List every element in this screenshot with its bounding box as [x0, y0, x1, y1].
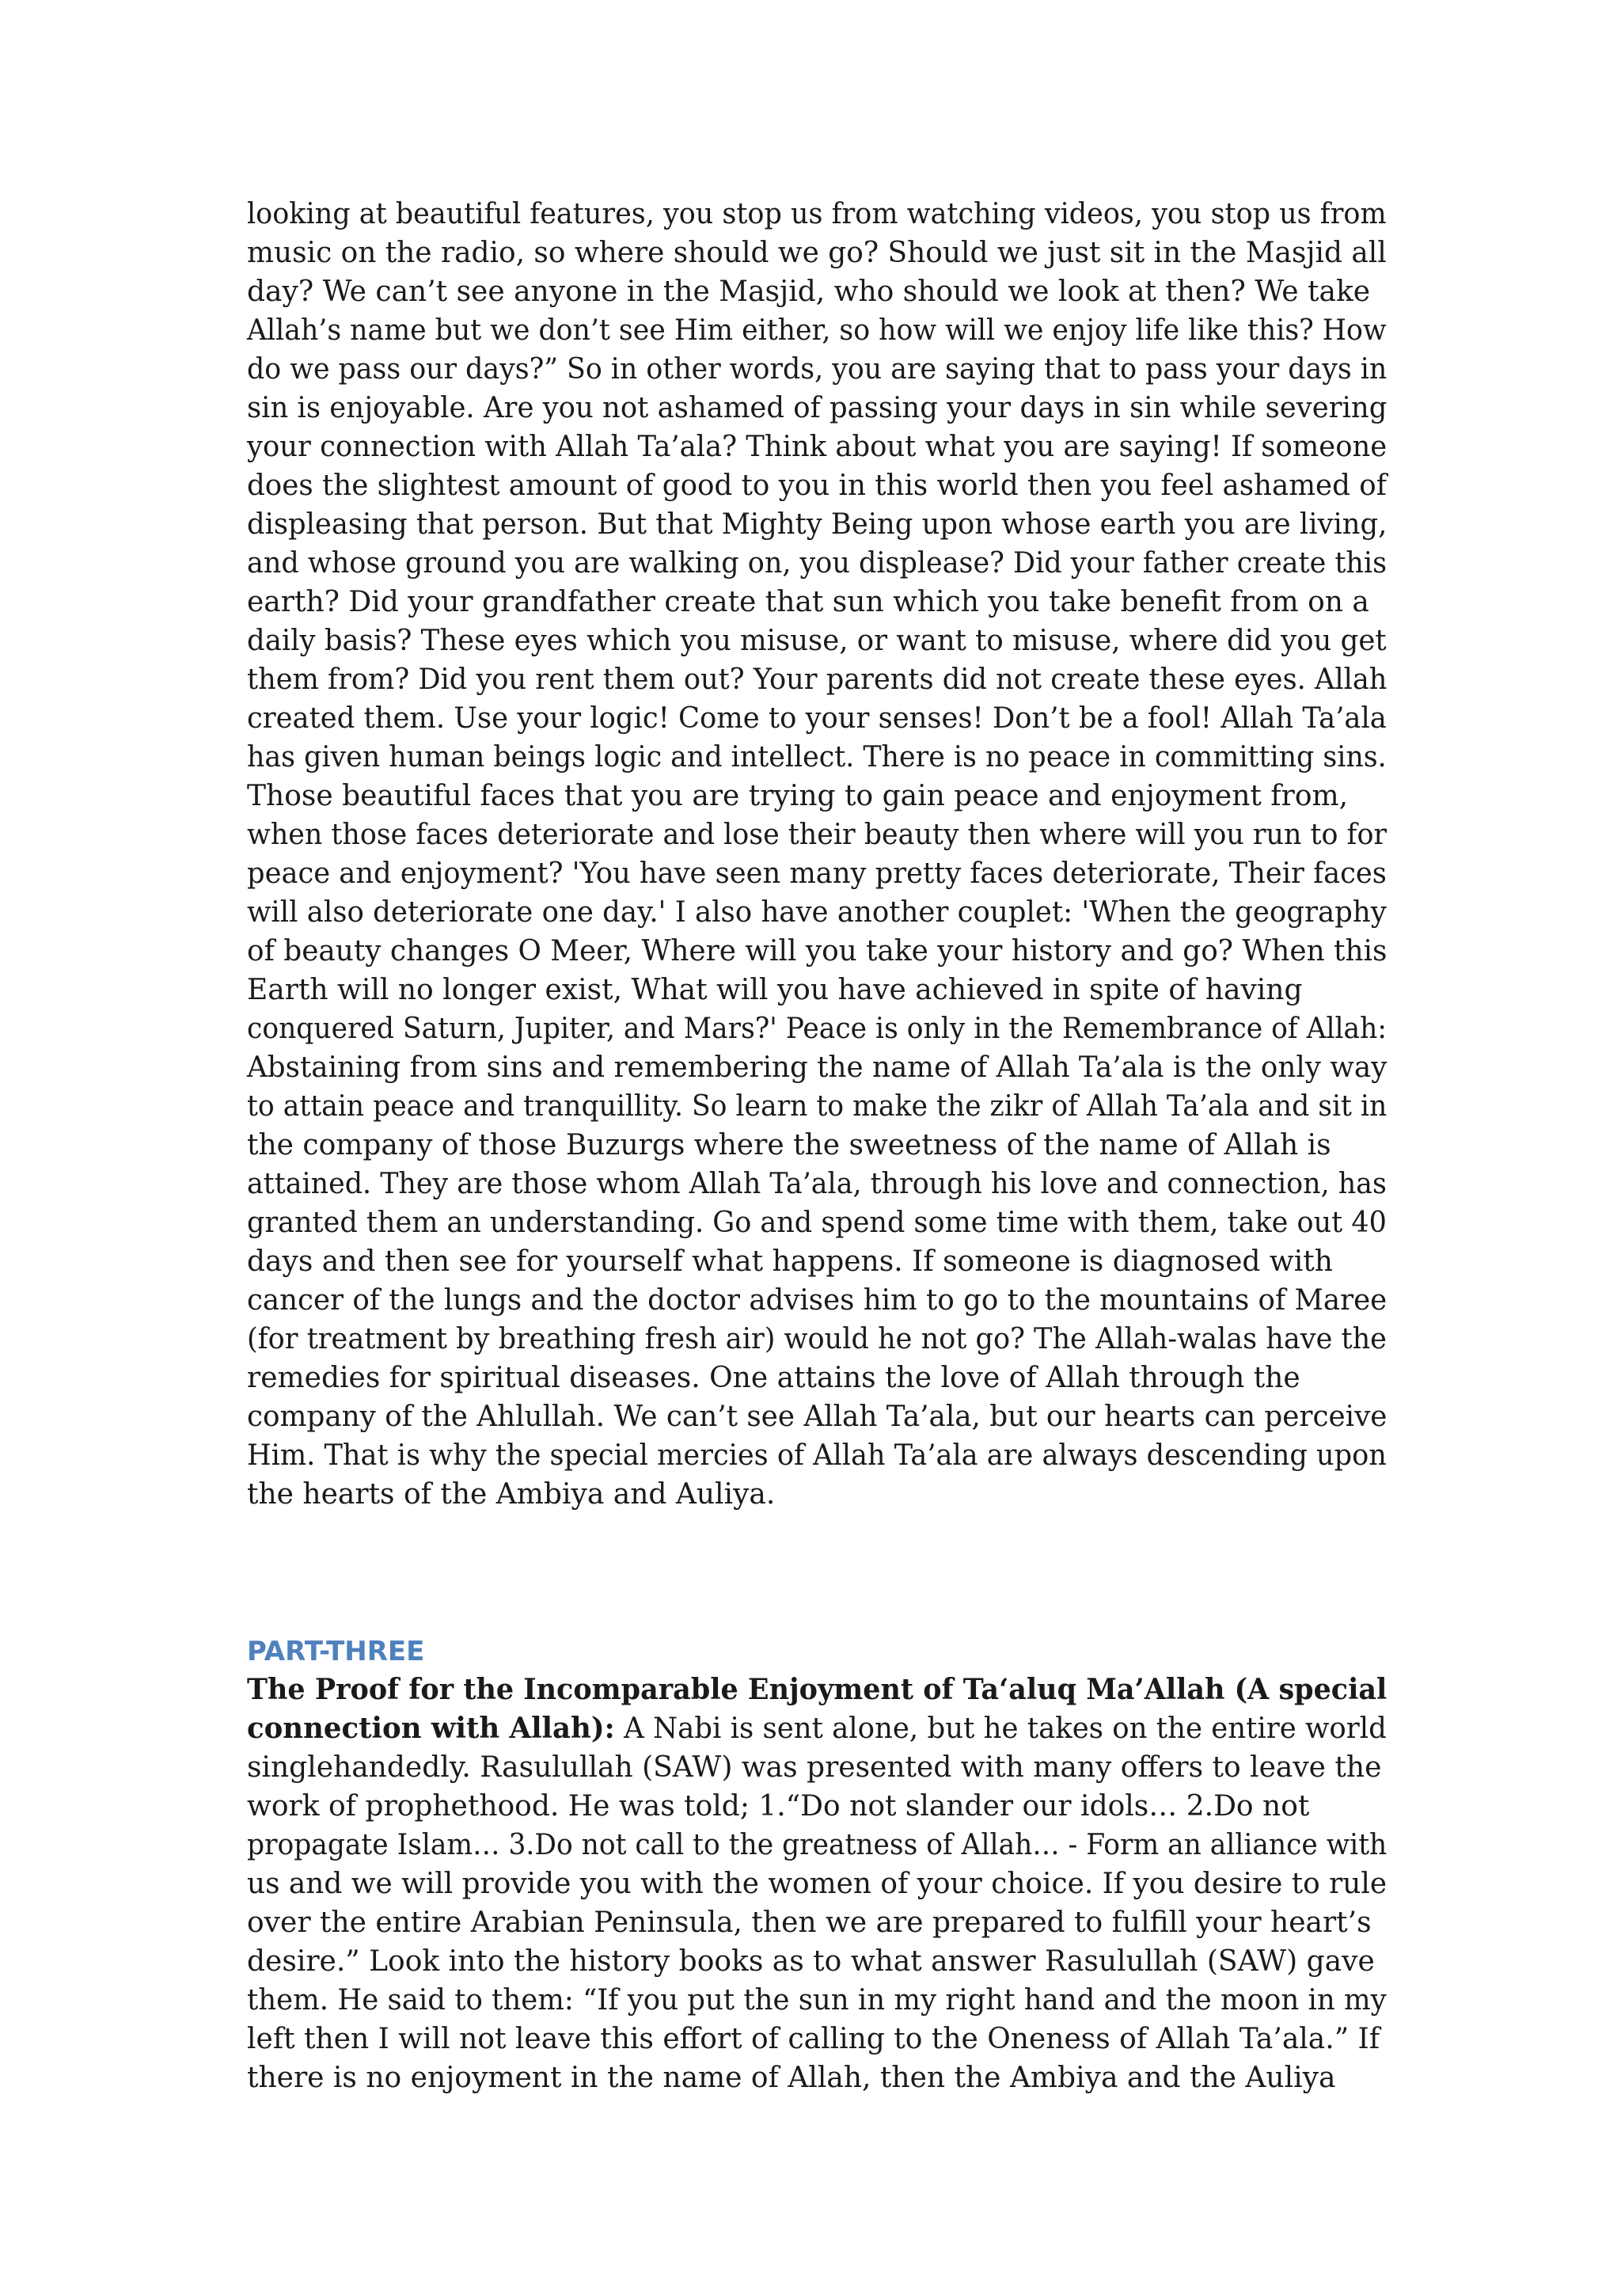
section-body — [247, 1671, 1387, 2097]
text-line: left then I will not leave this effort of calling to the Oneness of Allah Ta’ala.” If — [247, 2023, 1380, 2055]
text-line: days and then see for yourself what happens. If someone is diagnosed with — [247, 1245, 1333, 1278]
text-line: daily basis? These eyes which you misuse, or want to misuse, where did you get — [247, 625, 1387, 657]
text-line: them from? Did you rent them out? Your parents did not create these eyes. Allah — [247, 663, 1388, 696]
text-line: Allah’s name but we don’t see Him either, so how will we enjoy life like this? How — [247, 314, 1387, 347]
text-line — [247, 1709, 1387, 1748]
text-line: propagate Islam… 3.Do not call to the greatness of Allah… - Form an alliance with — [247, 1829, 1388, 1861]
text-line: music on the radio, so where should we go? Should we just sit in the Masjid all — [247, 237, 1387, 269]
text-line: conquered Saturn, Jupiter, and Mars?' Peace is only in the Remembrance of Allah: — [247, 1013, 1387, 1045]
text-line: the hearts of the Ambiya and Auliya. — [247, 1478, 776, 1511]
body-text — [247, 195, 1387, 1514]
text-line: looking at beautiful features, you stop us from watching videos, you stop us from — [247, 198, 1387, 230]
text-line: singlehandedly. Rasulullah (SAW) was presented with many offers to leave the — [247, 1751, 1382, 1784]
text-line: cancer of the lungs and the doctor advises him to go to the mountains of Maree — [247, 1284, 1388, 1317]
text-line: sin is enjoyable. Are you not ashamed of passing your days in sin while severing — [247, 392, 1388, 424]
text-line: company of the Ahlullah. We can’t see Allah Ta’ala, but our hearts can perceive — [247, 1401, 1388, 1433]
text-line: Him. That is why the special mercies of Allah Ta’ala are always descending upon — [247, 1439, 1387, 1472]
text-line: do we pass our days?” So in other words, you are saying that to pass your days in — [247, 353, 1388, 386]
text-line: us and we will provide you with the women of your choice. If you desire to rule — [247, 1868, 1388, 1900]
section-heading: PART-THREE — [247, 1636, 425, 1667]
text-line: to attain peace and tranquillity. So learn to make the zikr of Allah Ta’ala and sit in — [247, 1090, 1388, 1123]
text-line: desire.” Look into the history books as to what answer Rasulullah (SAW) gave — [247, 1945, 1375, 1978]
text-line: over the entire Arabian Peninsula, then we are prepared to fulfill your heart’s — [247, 1906, 1372, 1939]
text-line: peace and enjoyment? 'You have seen many pretty faces deteriorate, Their faces — [247, 857, 1387, 890]
text-line: Earth will no longer exist, What will you have achieved in spite of having — [247, 974, 1303, 1006]
text-line: day? We can’t see anyone in the Masjid, who should we look at then? We take — [247, 276, 1371, 308]
text-line: will also deteriorate one day.' I also have another couplet: 'When the geography — [247, 896, 1387, 929]
text-line: remedies for spiritual diseases. One attains the love of Allah through the — [247, 1362, 1300, 1394]
document-page — [247, 195, 1387, 2097]
text-line: of beauty changes O Meer, Where will you take your history and go? When this — [247, 935, 1388, 967]
text-line: earth? Did your grandfather create that sun which you take benefit from on a — [247, 586, 1369, 618]
text-line: granted them an understanding. Go and spend some time with them, take out 40 — [247, 1207, 1387, 1239]
text-line: attained. They are those whom Allah Ta’ala, through his love and connection, has — [247, 1168, 1387, 1200]
text-line: and whose ground you are walking on, you displease? Did your father create this — [247, 547, 1388, 580]
text-line: there is no enjoyment in the name of Allah, then the Ambiya and the Auliya — [247, 2062, 1336, 2094]
bold-title-fragment: connection with Allah): — [247, 1712, 615, 1745]
text-line: has given human beings logic and intellect. There is no peace in committing sins. — [247, 741, 1387, 774]
text-line: does the slightest amount of good to you in this world then you feel ashamed of — [247, 469, 1387, 502]
text-line: Those beautiful faces that you are trying to gain peace and enjoyment from, — [247, 780, 1349, 812]
text-line: the company of those Buzurgs where the sweetness of the name of Allah is — [247, 1129, 1331, 1161]
text-line: work of prophethood. He was told; 1.“Do not slander our idols… 2.Do not — [247, 1790, 1310, 1823]
text-line: your connection with Allah Ta’ala? Think about what you are saying! If someone — [247, 431, 1388, 463]
text-line: when those faces deteriorate and lose their beauty then where will you run to for — [247, 819, 1388, 851]
text-fragment: A Nabi is sent alone, but he takes on the entire world — [614, 1712, 1387, 1745]
text-line: created them. Use your logic! Come to your senses! Don’t be a fool! Allah Ta’ala — [247, 702, 1387, 735]
text-line: Abstaining from sins and remembering the name of Allah Ta’ala is the only way — [247, 1051, 1388, 1084]
bold-title-line: The Proof for the Incomparable Enjoyment of Ta‘aluq Ma’Allah (A special — [247, 1673, 1388, 1706]
text-line: displeasing that person. But that Mighty Being upon whose earth you are living, — [247, 508, 1388, 541]
text-line: them. He said to them: “If you put the sun in my right hand and the moon in my — [247, 1984, 1387, 2017]
text-line: (for treatment by breathing fresh air) would he not go? The Allah-walas have the — [247, 1323, 1387, 1355]
